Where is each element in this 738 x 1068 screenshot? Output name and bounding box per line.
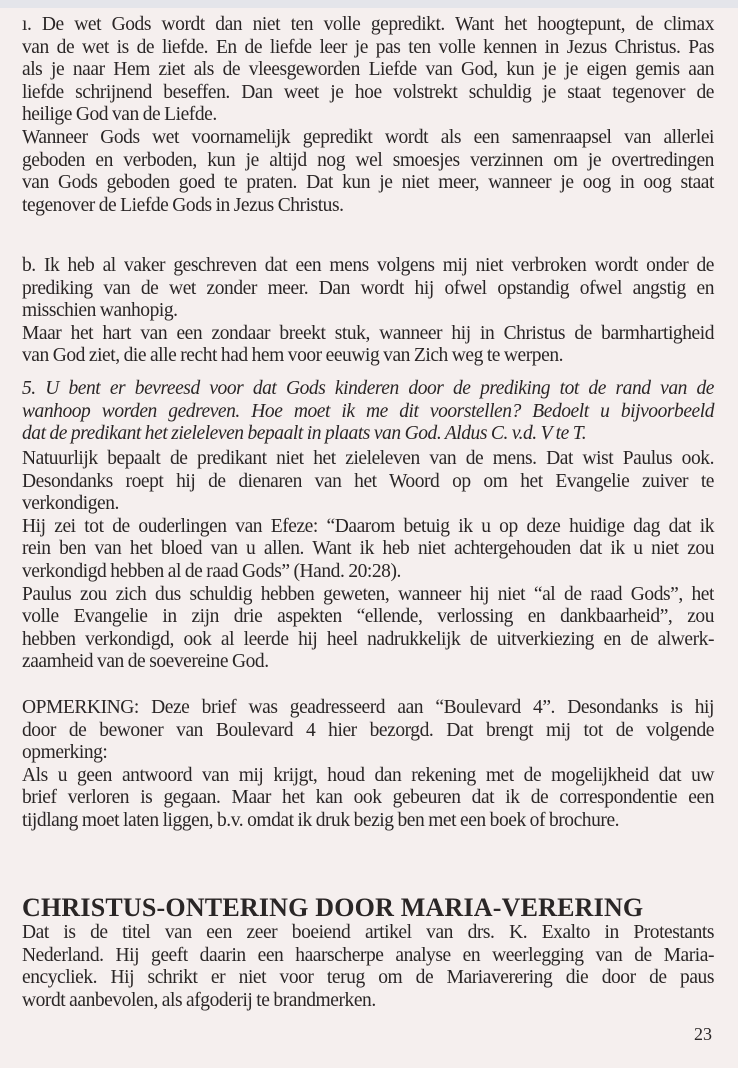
text-line: opmerking: (22, 742, 108, 764)
text-line: door de bewoner van Boulevard 4 hier bezorgd. Dat brengt mij tot de volgende (22, 719, 714, 741)
text-line: wordt aanbevolen, als afgoderij te brandmerken. (22, 989, 376, 1011)
text-line: OPMERKING: Deze brief was geadresseerd aan “Boulevard 4”. Desondanks is hij (22, 697, 714, 718)
article-heading: CHRISTUS-ONTERING DOOR MARIA-VERERING (22, 893, 644, 922)
text-line: Dat is de titel van een zeer boeiend artikel van drs. K. Exalto in Protestants (22, 922, 714, 943)
text-line: brief verloren is gegaan. Maar het kan ook gebeuren dat ik de correspondentie een (22, 787, 714, 809)
text-line: Natuurlijk bepaalt de predikant niet het zieleleven van de mens. Dat wist Paulus ook. (22, 448, 714, 469)
text-line: tijdlang moet laten liggen, b.v. omdat ik druk bezig ben met een boek of brochure. (22, 809, 620, 831)
page-number: 23 (694, 1024, 712, 1044)
text-line: verkondigen. (22, 493, 119, 515)
text-line: encycliek. Hij schrikt er niet voor terug om de Mariaverering die door de paus (22, 967, 714, 989)
text-line: ı. De wet Gods wordt dan niet ten volle gepredikt. Want het hoogtepunt, de climax (22, 14, 714, 35)
text-line: tegenover de Liefde Gods in Jezus Christus. (22, 194, 344, 216)
text-line: heilige God van de Liefde. (22, 104, 217, 126)
text-line: hebben verkondigd, ook al leerde hij heel nadrukkelijk de uitverkiezing en de alwerk- (22, 628, 714, 650)
text-line: prediking van de wet zonder meer. Dan wordt hij ofwel opstandig ofwel angstig en (22, 277, 714, 299)
text-line: geboden en verboden, kun je altijd nog wel smoesjes verzinnen om je overtredingen (22, 149, 714, 171)
text-line: zaamheid van de soevereine God. (22, 651, 269, 673)
text-line: misschien wanhopig. (22, 300, 178, 322)
text-line: van God ziet, die alle recht had hem voor eeuwig van Zich weg te werpen. (22, 345, 564, 367)
text-line: Hij zei tot de ouderlingen van Efeze: “Daarom betuig ik u op deze huidige dag dat ik (22, 515, 714, 537)
text-line: als je naar Hem ziet als de vleesgeworden Liefde van God, kun je je eigen gemis aan (22, 59, 714, 81)
text-line: rein ben van het bloed van u allen. Want ik heb niet achtergehouden dat ik u niet zou (22, 538, 714, 560)
text-line: wanhoop worden gedreven. Hoe moet ik me dit voorstellen? Bedoelt u bijvoorbeeld (22, 400, 714, 422)
text-line: 5. U bent er bevreesd voor dat Gods kinderen door de prediking tot de rand van de (22, 378, 714, 399)
reader-question (22, 378, 714, 446)
article-intro (22, 922, 714, 1012)
text-line: b. Ik heb al vaker geschreven dat een mens volgens mij niet verbroken wordt onder de (22, 255, 714, 276)
body-text-b (22, 255, 714, 368)
text-line: Nederland. Hij geeft daarin een haarscherpe analyse en weerlegging van de Maria- (22, 944, 714, 966)
scan-edge (0, 0, 738, 8)
text-line: Paulus zou zich dus schuldig hebben geweten, wanneer hij niet “al de raad Gods”, het (22, 583, 714, 605)
body-text-top (22, 14, 714, 217)
text-line: van de wet is de liefde. En de liefde leer je pas ten volle kennen in Jezus Christus. Pas (22, 36, 714, 58)
text-line: Als u geen antwoord van mij krijgt, houd dan rekening met de mogelijkheid dat uw (22, 764, 714, 786)
text-line: van Gods geboden goed te praten. Dat kun je niet meer, wanneer je oog in oog staat (22, 172, 714, 194)
text-line: volle Evangelie in zijn drie aspekten “ellende, verlossing en dankbaarheid”, zou (22, 606, 714, 628)
remark-text (22, 697, 714, 833)
text-line: Maar het hart van een zondaar breekt stuk, wanneer hij in Christus de barmhartigheid (22, 322, 714, 344)
text-line: Desondanks roept hij de dienaren van het Woord op om het Evangelie zuiver te (22, 470, 714, 492)
text-line: verkondigd hebben al de raad Gods” (Hand. 20:28). (22, 560, 401, 582)
text-line: Wanneer Gods wet voornamelijk gepredikt wordt als een samenraapsel van allerlei (22, 126, 714, 148)
text-line: dat de predikant het zieleleven bepaalt in plaats van God. Aldus C. v.d. V te T. (22, 423, 587, 445)
answer-text (22, 448, 714, 674)
text-line: liefde schrijnend beseffen. Dan weet je hoe volstrekt schuldig je staat tegenover de (22, 81, 714, 103)
